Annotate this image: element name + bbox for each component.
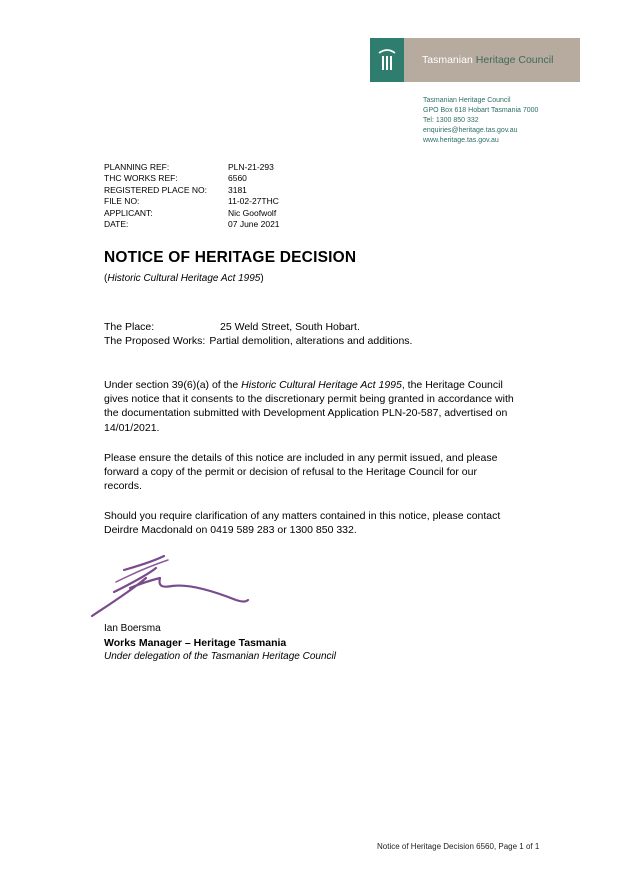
place-details [104, 320, 412, 348]
paragraph-line: 14/01/2021. [104, 421, 160, 434]
logo-name-part2: Heritage Council [475, 54, 554, 66]
ref-row [104, 162, 280, 173]
paragraph-line: forward a copy of the permit or decision of refusal to the Heritage Council for our [104, 466, 477, 479]
line-text: Under section 39(6)(a) of the [104, 379, 242, 391]
ref-row [104, 208, 280, 219]
ref-row [104, 185, 280, 196]
ref-label: PLANNING REF: [104, 162, 170, 172]
reference-table [104, 162, 280, 230]
place-row [104, 320, 412, 334]
contact-address: GPO Box 618 Hobart Tasmania 7000 [423, 107, 539, 114]
ref-label: FILE NO: [104, 196, 140, 207]
ref-value: 6560 [228, 173, 247, 184]
works-row [104, 334, 412, 348]
contact-website: www.heritage.tas.gov.au [423, 137, 499, 144]
ref-row [104, 219, 280, 230]
ref-value: PLN-21-293 [228, 162, 274, 172]
ref-label: APPLICANT: [104, 207, 153, 218]
contact-paragraph [104, 509, 544, 537]
place-label: The Place: [104, 321, 155, 333]
logo-name-part1: Tasmanian [422, 54, 473, 66]
paragraph-line: gives notice that it consents to the discretionary permit being granted in accordance with [104, 393, 514, 406]
contact-details [423, 96, 538, 146]
signature-block [104, 622, 336, 664]
ref-value: Nic Goofwolf [228, 207, 277, 218]
place-value: 25 Weld Street, South Hobart. [220, 321, 360, 333]
contact-phone: Tel: 1300 850 332 [423, 117, 479, 124]
columns-icon [370, 38, 404, 82]
paragraph-line: Deirdre Macdonald on 0419 589 283 or 1300 850 332. [104, 524, 357, 537]
ref-label: THC WORKS REF: [104, 173, 178, 184]
ref-row [104, 196, 280, 207]
ref-value: 3181 [228, 184, 247, 195]
contact-email: enquiries@heritage.tas.gov.au [423, 127, 518, 134]
subtitle-act: Historic Cultural Heritage Act 1995 [107, 273, 261, 284]
paragraph-line: Should you require clarification of any matters contained in this notice, please contact [104, 510, 501, 522]
logo-wordmark [404, 38, 580, 82]
act-name: Historic Cultural Heritage Act 1995 [241, 379, 402, 391]
tasmanian-heritage-council-logo [370, 38, 580, 82]
ref-label: DATE: [104, 219, 129, 230]
ref-label: REGISTERED PLACE NO: [104, 184, 207, 195]
ref-value: 11-02-27THC [228, 196, 279, 207]
signatory-title: Works Manager – Heritage Tasmania [104, 637, 287, 649]
page-footer: Notice of Heritage Decision 6560, Page 1 of 1 [377, 842, 540, 851]
signatory-delegation: Under delegation of the Tasmanian Heritage Council [104, 651, 336, 662]
works-value: Partial demolition, alterations and additions. [209, 335, 413, 347]
paragraph-line: Please ensure the details of this notice are included in any permit issued, and please [104, 452, 498, 464]
subtitle-close: ) [260, 273, 264, 284]
handwritten-signature [86, 552, 252, 622]
ref-value: 07 June 2021 [228, 219, 280, 230]
decision-paragraph [104, 378, 544, 435]
contact-org: Tasmanian Heritage Council [423, 97, 511, 104]
subtitle-open: ( [104, 273, 108, 284]
line-text: , the Heritage Council [401, 379, 503, 391]
works-label: The Proposed Works: [104, 335, 206, 347]
paragraph-line [104, 378, 544, 392]
permit-instruction-paragraph [104, 451, 544, 494]
ref-row [104, 173, 280, 184]
notice-title: NOTICE OF HERITAGE DECISION [104, 249, 357, 266]
paragraph-line: records. [104, 480, 142, 493]
notice-subtitle [104, 273, 264, 284]
signatory-name: Ian Boersma [104, 623, 161, 634]
paragraph-line: the documentation submitted with Development Application PLN-20-587, advertised on [104, 407, 508, 420]
